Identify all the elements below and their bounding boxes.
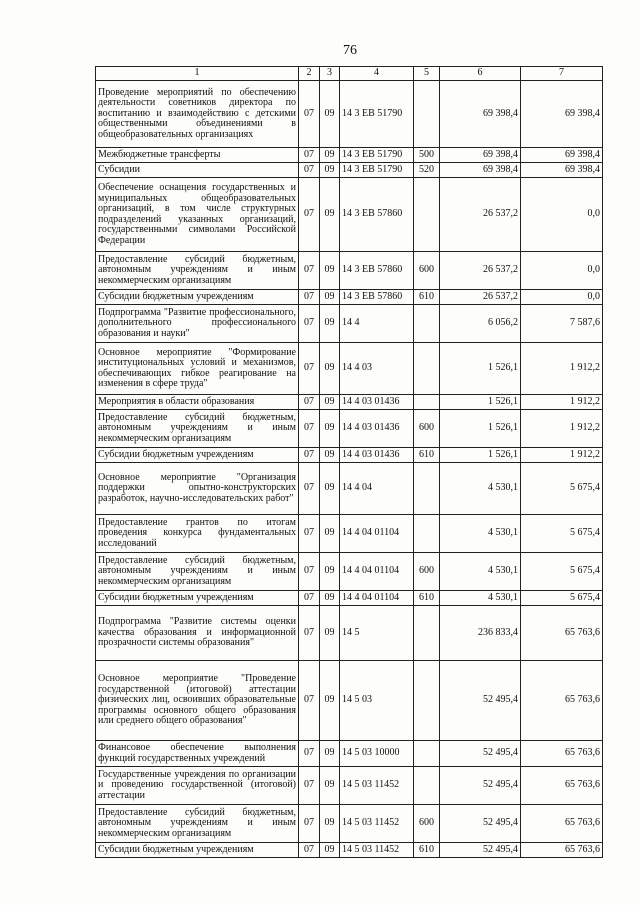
expense-type-code — [414, 395, 440, 410]
amount-year-2: 0,0 — [521, 290, 603, 305]
expense-type-code: 610 — [414, 448, 440, 463]
amount-year-2: 1 912,2 — [521, 448, 603, 463]
amount-year-1: 236 833,4 — [440, 606, 521, 661]
amount-year-2: 5 675,4 — [521, 553, 603, 591]
amount-year-1: 1 526,1 — [440, 448, 521, 463]
amount-year-1: 4 530,1 — [440, 553, 521, 591]
subsection-code: 09 — [320, 81, 340, 148]
amount-year-2: 69 398,4 — [521, 148, 603, 163]
row-name: Подпрограмма "Развитие профессионального, дополнительного профессионального образования и науки" — [96, 305, 299, 343]
target-article-code: 14 4 04 01104 — [340, 591, 414, 606]
section-code: 07 — [299, 343, 320, 395]
target-article-code: 14 4 04 01104 — [340, 515, 414, 553]
row-name: Основное мероприятие "Формирование институциональных условий и механизмов, обеспечивающих гибкое реагирование на изменения в сфере труда" — [96, 343, 299, 395]
section-code: 07 — [299, 767, 320, 805]
expense-type-code — [414, 661, 440, 741]
budget-table — [95, 66, 603, 858]
amount-year-1: 69 398,4 — [440, 163, 521, 178]
target-article-code: 14 3 ЕВ 51790 — [340, 163, 414, 178]
amount-year-1: 4 530,1 — [440, 463, 521, 515]
amount-year-2: 65 763,6 — [521, 805, 603, 843]
amount-year-1: 52 495,4 — [440, 767, 521, 805]
row-name: Субсидии бюджетным учреждениям — [96, 591, 299, 606]
expense-type-code: 600 — [414, 252, 440, 290]
target-article-code: 14 5 03 — [340, 661, 414, 741]
row-name: Финансовое обеспечение выполнения функций государственных учреждений — [96, 741, 299, 767]
table-row — [96, 463, 603, 515]
expense-type-code: 520 — [414, 163, 440, 178]
expense-type-code: 610 — [414, 843, 440, 858]
subsection-code: 09 — [320, 767, 340, 805]
section-code: 07 — [299, 148, 320, 163]
expense-type-code: 500 — [414, 148, 440, 163]
amount-year-2: 65 763,6 — [521, 741, 603, 767]
target-article-code: 14 5 03 11452 — [340, 767, 414, 805]
row-name: Мероприятия в области образования — [96, 395, 299, 410]
amount-year-1: 1 526,1 — [440, 395, 521, 410]
amount-year-1: 26 537,2 — [440, 178, 521, 252]
row-name: Субсидии бюджетным учреждениям — [96, 290, 299, 305]
section-code: 07 — [299, 395, 320, 410]
amount-year-2: 1 912,2 — [521, 343, 603, 395]
column-header: 2 — [299, 67, 320, 81]
column-header: 4 — [340, 67, 414, 81]
row-name: Проведение мероприятий по обеспечению деятельности советников директора по воспитанию и взаимодействию с детскими общественными объединениями в общеобразовательных организациях — [96, 81, 299, 148]
subsection-code: 09 — [320, 463, 340, 515]
subsection-code: 09 — [320, 553, 340, 591]
amount-year-1: 26 537,2 — [440, 290, 521, 305]
row-name: Основное мероприятие "Организация поддержки опытно-конструкторских разработок, научно-исследовательских работ" — [96, 463, 299, 515]
row-name: Государственные учреждения по организации и проведению государственной (итоговой) аттестации — [96, 767, 299, 805]
row-name: Субсидии бюджетным учреждениям — [96, 448, 299, 463]
table-row — [96, 741, 603, 767]
row-name: Основное мероприятие "Проведение государственной (итоговой) аттестации физических лиц, освоивших образовательные программы основного общего образования или среднего общего образования" — [96, 661, 299, 741]
amount-year-2: 0,0 — [521, 178, 603, 252]
table-header-row — [96, 67, 603, 81]
expense-type-code: 610 — [414, 290, 440, 305]
table-row — [96, 410, 603, 448]
target-article-code: 14 4 03 01436 — [340, 448, 414, 463]
section-code: 07 — [299, 410, 320, 448]
table-row — [96, 767, 603, 805]
table-row — [96, 515, 603, 553]
amount-year-1: 4 530,1 — [440, 515, 521, 553]
amount-year-2: 5 675,4 — [521, 463, 603, 515]
amount-year-1: 1 526,1 — [440, 343, 521, 395]
section-code: 07 — [299, 553, 320, 591]
amount-year-1: 52 495,4 — [440, 843, 521, 858]
amount-year-1: 69 398,4 — [440, 81, 521, 148]
subsection-code: 09 — [320, 448, 340, 463]
target-article-code: 14 5 — [340, 606, 414, 661]
section-code: 07 — [299, 305, 320, 343]
amount-year-2: 1 912,2 — [521, 410, 603, 448]
subsection-code: 09 — [320, 741, 340, 767]
subsection-code: 09 — [320, 290, 340, 305]
subsection-code: 09 — [320, 591, 340, 606]
table-row — [96, 178, 603, 252]
target-article-code: 14 4 03 — [340, 343, 414, 395]
target-article-code: 14 3 ЕВ 57860 — [340, 290, 414, 305]
amount-year-2: 69 398,4 — [521, 163, 603, 178]
row-name: Предоставление субсидий бюджетным, автономным учреждениям и иным некоммерческим организациям — [96, 252, 299, 290]
amount-year-1: 52 495,4 — [440, 741, 521, 767]
expense-type-code: 600 — [414, 553, 440, 591]
column-header: 6 — [440, 67, 521, 81]
target-article-code: 14 3 ЕВ 57860 — [340, 252, 414, 290]
expense-type-code — [414, 767, 440, 805]
table-row — [96, 305, 603, 343]
section-code: 07 — [299, 606, 320, 661]
row-name: Субсидии — [96, 163, 299, 178]
column-header: 3 — [320, 67, 340, 81]
expense-type-code — [414, 343, 440, 395]
expense-type-code — [414, 305, 440, 343]
target-article-code: 14 4 04 01104 — [340, 553, 414, 591]
section-code: 07 — [299, 178, 320, 252]
subsection-code: 09 — [320, 395, 340, 410]
row-name: Предоставление грантов по итогам проведения конкурса фундаментальных исследований — [96, 515, 299, 553]
amount-year-2: 69 398,4 — [521, 81, 603, 148]
section-code: 07 — [299, 163, 320, 178]
row-name: Межбюджетные трансферты — [96, 148, 299, 163]
subsection-code: 09 — [320, 805, 340, 843]
target-article-code: 14 4 03 01436 — [340, 395, 414, 410]
target-article-code: 14 5 03 11452 — [340, 805, 414, 843]
column-header: 5 — [414, 67, 440, 81]
amount-year-1: 52 495,4 — [440, 805, 521, 843]
table-row — [96, 81, 603, 148]
amount-year-2: 1 912,2 — [521, 395, 603, 410]
section-code: 07 — [299, 805, 320, 843]
section-code: 07 — [299, 448, 320, 463]
amount-year-2: 65 763,6 — [521, 661, 603, 741]
target-article-code: 14 3 ЕВ 51790 — [340, 81, 414, 148]
amount-year-1: 52 495,4 — [440, 661, 521, 741]
subsection-code: 09 — [320, 661, 340, 741]
expense-type-code: 600 — [414, 410, 440, 448]
amount-year-1: 4 530,1 — [440, 591, 521, 606]
table-row — [96, 591, 603, 606]
section-code: 07 — [299, 81, 320, 148]
table-row — [96, 163, 603, 178]
section-code: 07 — [299, 591, 320, 606]
amount-year-1: 26 537,2 — [440, 252, 521, 290]
row-name: Подпрограмма "Развитие системы оценки качества образования и информационной прозрачности системы образования" — [96, 606, 299, 661]
row-name: Предоставление субсидий бюджетным, автономным учреждениям и иным некоммерческим организациям — [96, 553, 299, 591]
row-name: Предоставление субсидий бюджетным, автономным учреждениям и иным некоммерческим организациям — [96, 410, 299, 448]
subsection-code: 09 — [320, 343, 340, 395]
section-code: 07 — [299, 661, 320, 741]
subsection-code: 09 — [320, 606, 340, 661]
row-name: Обеспечение оснащения государственных и муниципальных общеобразовательных организаций, в том числе структурных подразделений указанных организаций, государственными символами Российской Федерации — [96, 178, 299, 252]
table-row — [96, 661, 603, 741]
amount-year-1: 69 398,4 — [440, 148, 521, 163]
expense-type-code: 600 — [414, 805, 440, 843]
subsection-code: 09 — [320, 163, 340, 178]
amount-year-1: 1 526,1 — [440, 410, 521, 448]
table-row — [96, 148, 603, 163]
table-row — [96, 606, 603, 661]
expense-type-code — [414, 81, 440, 148]
expense-type-code — [414, 178, 440, 252]
subsection-code: 09 — [320, 305, 340, 343]
target-article-code: 14 3 ЕВ 51790 — [340, 148, 414, 163]
expense-type-code — [414, 741, 440, 767]
column-header: 7 — [521, 67, 603, 81]
table-row — [96, 448, 603, 463]
amount-year-2: 7 587,6 — [521, 305, 603, 343]
expense-type-code — [414, 606, 440, 661]
amount-year-2: 65 763,6 — [521, 767, 603, 805]
target-article-code: 14 5 03 11452 — [340, 843, 414, 858]
row-name: Субсидии бюджетным учреждениям — [96, 843, 299, 858]
table-row — [96, 252, 603, 290]
section-code: 07 — [299, 290, 320, 305]
row-name: Предоставление субсидий бюджетным, автономным учреждениям и иным некоммерческим организациям — [96, 805, 299, 843]
subsection-code: 09 — [320, 410, 340, 448]
amount-year-2: 65 763,6 — [521, 843, 603, 858]
subsection-code: 09 — [320, 148, 340, 163]
table-row — [96, 805, 603, 843]
section-code: 07 — [299, 463, 320, 515]
target-article-code: 14 4 03 01436 — [340, 410, 414, 448]
subsection-code: 09 — [320, 178, 340, 252]
amount-year-2: 5 675,4 — [521, 515, 603, 553]
table-row — [96, 395, 603, 410]
target-article-code: 14 4 04 — [340, 463, 414, 515]
table-row — [96, 290, 603, 305]
subsection-code: 09 — [320, 515, 340, 553]
subsection-code: 09 — [320, 843, 340, 858]
subsection-code: 09 — [320, 252, 340, 290]
expense-type-code: 610 — [414, 591, 440, 606]
page-number: 76 — [343, 43, 357, 58]
section-code: 07 — [299, 252, 320, 290]
amount-year-2: 5 675,4 — [521, 591, 603, 606]
table-row — [96, 843, 603, 858]
expense-type-code — [414, 515, 440, 553]
table-row — [96, 343, 603, 395]
column-header: 1 — [96, 67, 299, 81]
target-article-code: 14 5 03 10000 — [340, 741, 414, 767]
expense-type-code — [414, 463, 440, 515]
amount-year-2: 65 763,6 — [521, 606, 603, 661]
section-code: 07 — [299, 843, 320, 858]
amount-year-2: 0,0 — [521, 252, 603, 290]
amount-year-1: 6 056,2 — [440, 305, 521, 343]
target-article-code: 14 3 ЕВ 57860 — [340, 178, 414, 252]
target-article-code: 14 4 — [340, 305, 414, 343]
table-row — [96, 553, 603, 591]
section-code: 07 — [299, 741, 320, 767]
section-code: 07 — [299, 515, 320, 553]
